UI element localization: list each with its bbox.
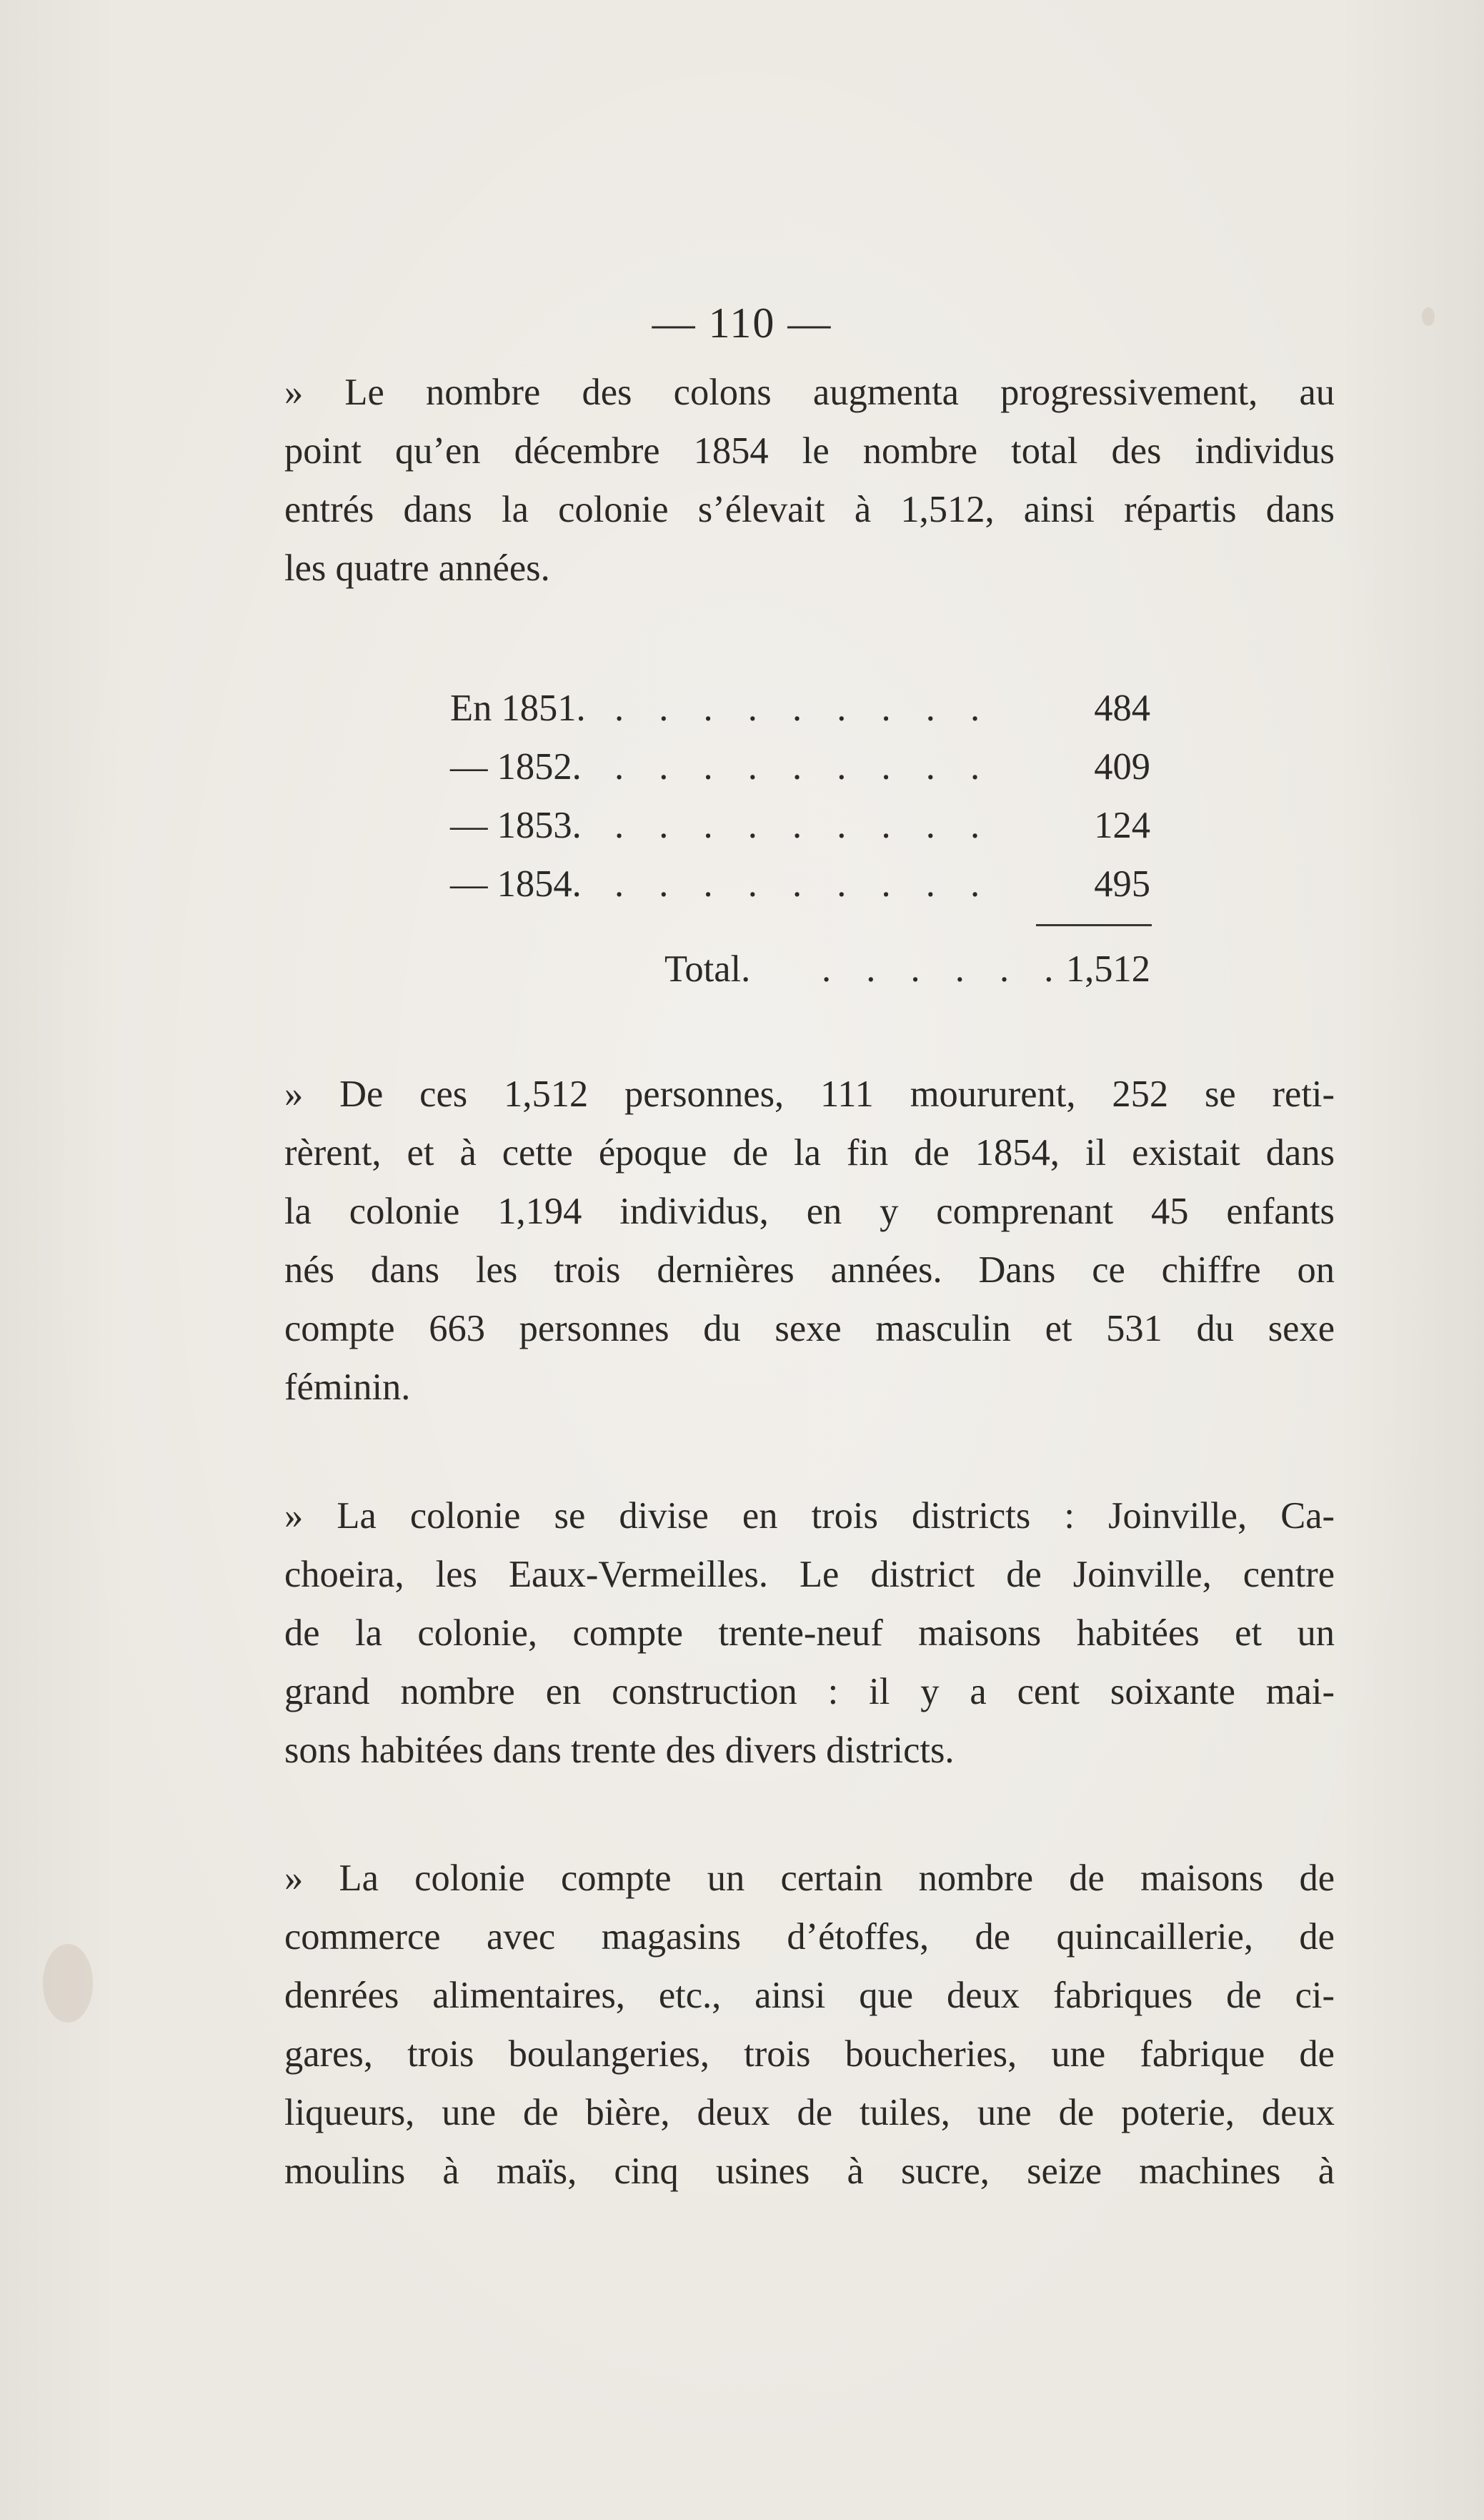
text-line: rèrent, et à cette époque de la fin de 1854, il existait dans — [284, 1132, 1335, 1174]
text-line: sons habitées dans trente des divers districts. — [284, 1730, 955, 1771]
text-line: compte 663 personnes du sexe masculin et 531 du sexe — [284, 1308, 1335, 1349]
paragraph-population — [284, 1065, 1335, 1417]
text-line: » La colonie compte un certain nombre de maisons de — [284, 1857, 1335, 1899]
yearly-entries-table — [450, 679, 1150, 990]
text-line: point qu’en décembre 1854 le nombre total des individus — [284, 430, 1335, 472]
text-line: liqueurs, une de bière, deux de tuiles, une de poterie, deux — [284, 2092, 1335, 2133]
text-line: de la colonie, compte trente-neuf maisons habitées et un — [284, 1612, 1335, 1654]
total-value: 1,512 — [1065, 948, 1150, 990]
row-value: 484 — [1094, 688, 1150, 729]
page-number: — 110 — — [652, 299, 832, 347]
paper-stain — [43, 1944, 93, 2023]
text-line: nés dans les trois dernières années. Dans ce chiffre on — [284, 1249, 1335, 1291]
row-year: — 1854. — [450, 863, 582, 905]
text-line: choeira, les Eaux-Vermeilles. Le district de Joinville, centre — [284, 1554, 1335, 1595]
paragraph-commerce — [284, 1849, 1335, 2201]
leader-dots: . . . . . . . . . — [614, 805, 993, 846]
leader-dots: . . . . . . . . . — [614, 746, 993, 788]
text-line: entrés dans la colonie s’élevait à 1,512, ainsi répartis dans — [284, 489, 1335, 530]
table-row — [450, 738, 1150, 796]
table-row — [450, 679, 1150, 738]
row-year: — 1852. — [450, 746, 582, 788]
total-row — [450, 940, 1150, 998]
leader-dots: . . . . . . . . . — [614, 863, 993, 905]
table-row — [450, 855, 1150, 913]
row-value: 495 — [1094, 863, 1150, 905]
row-year: — 1853. — [450, 805, 582, 846]
text-line: les quatre années. — [284, 547, 550, 589]
total-label: Total. — [664, 948, 751, 990]
text-line: » De ces 1,512 personnes, 111 moururent, 252 se reti- — [284, 1073, 1335, 1115]
row-value: 409 — [1094, 746, 1150, 788]
text-line: commerce avec magasins d’étoffes, de quincaillerie, de — [284, 1916, 1335, 1958]
text-line: la colonie 1,194 individus, en y comprenant 45 enfants — [284, 1191, 1335, 1232]
text-line: grand nombre en construction : il y a cent soixante mai- — [284, 1671, 1335, 1712]
paragraph-districts — [284, 1487, 1335, 1780]
text-line: gares, trois boulangeries, trois boucheries, une fabrique de — [284, 2033, 1335, 2075]
leader-dots: . . . . . . . . . — [614, 688, 993, 729]
table-row — [450, 796, 1150, 855]
row-value: 124 — [1094, 805, 1150, 846]
text-line: féminin. — [284, 1366, 411, 1408]
text-line: » La colonie se divise en trois districts : Joinville, Ca- — [284, 1495, 1335, 1537]
row-year: En 1851. — [450, 688, 586, 729]
text-line: » Le nombre des colons augmenta progressivement, au — [284, 372, 1335, 413]
paragraph-colonist-growth — [284, 363, 1335, 597]
text-line: denrées alimentaires, etc., ainsi que deux fabriques de ci- — [284, 1975, 1335, 2016]
leader-dots: . . . . . . — [822, 948, 1067, 990]
sum-rule — [1036, 924, 1152, 926]
text-line: moulins à maïs, cinq usines à sucre, seize machines à — [284, 2151, 1335, 2192]
